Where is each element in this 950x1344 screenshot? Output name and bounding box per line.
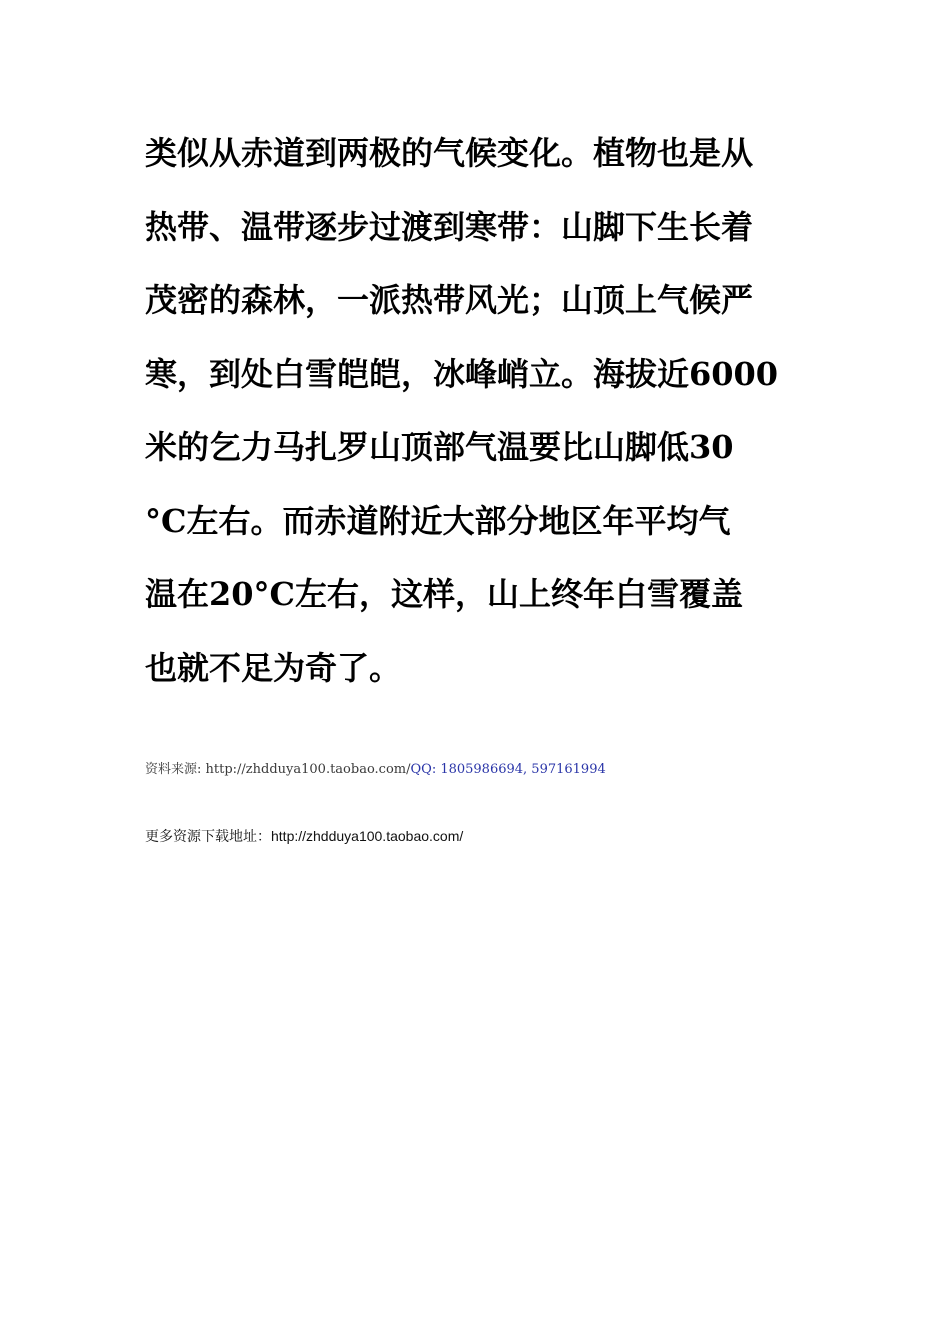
body-line: 也就不足为奇了。 (145, 648, 402, 687)
more-resources-line: 更多资源下载地址：http://zhdduya100.taobao.com/ (145, 828, 464, 844)
body-line: °C左右。而赤道附近大部分地区年平均气 (145, 501, 731, 540)
body-line: 米的乞力马扎罗山顶部气温要比山脚低30 (145, 428, 734, 466)
source-qq: QQ: 1805986694, 597161994 (410, 762, 606, 777)
body-line: 寒，到处白雪皑皑，冰峰峭立。海拔近6000 (145, 354, 779, 393)
source-label: 资料来源: http://zhdduya100.taobao.com/ (145, 762, 411, 777)
body-line: 茂密的森林，一派热带风光；山顶上气候严 (145, 281, 754, 319)
body-line: 类似从赤道到两极的气候变化。植物也是从 (145, 134, 754, 172)
body-paragraph (145, 117, 825, 705)
body-line: 温在20°C左右，这样，山上终年白雪覆盖 (145, 575, 744, 613)
body-line: 热带、温带逐步过渡到寒带：山脚下生长着 (145, 207, 754, 246)
source-line (145, 760, 606, 780)
